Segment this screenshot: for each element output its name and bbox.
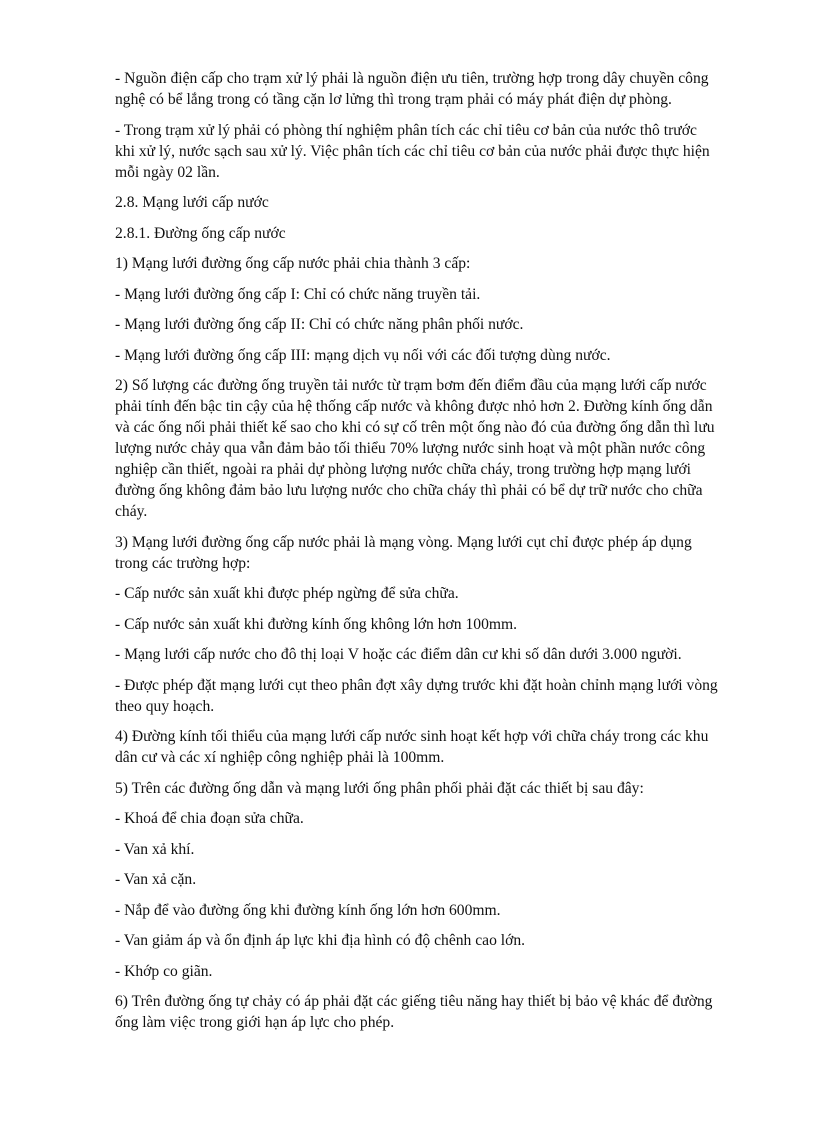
paragraph-laboratory: - Trong trạm xử lý phải có phòng thí nghiệm phân tích các chỉ tiêu cơ bản của nước thô trước khi xử lý, nước sạch sau xử lý. Việc phân tích các chỉ tiêu cơ bản của nước phải được thực hiện mỗi ngày 02 lần. bbox=[115, 121, 710, 181]
paragraph-item-5: 5) Trên các đường ống dẫn và mạng lưới ống phân phối phải đặt các thiết bị sau đây: bbox=[115, 779, 644, 797]
paragraph-item-6: 6) Trên đường ống tự chảy có áp phải đặt các giếng tiêu năng hay thiết bị bảo vệ khác để đường ống làm việc trong giới hạn áp lực cho phép. bbox=[115, 993, 713, 1031]
list-item: - Mạng lưới đường ống cấp III: mạng dịch vụ nối với các đối tượng dùng nước. bbox=[115, 346, 611, 364]
paragraph-item-4: 4) Đường kính tối thiểu của mạng lưới cấp nước sinh hoạt kết hợp với chữa cháy trong các khu dân cư và các xí nghiệp công nghiệp phải là 100mm. bbox=[115, 728, 709, 766]
list-item: - Mạng lưới cấp nước cho đô thị loại V hoặc các điểm dân cư khi số dân dưới 3.000 người. bbox=[115, 646, 682, 663]
paragraph-power-source: - Nguồn điện cấp cho trạm xử lý phải là nguồn điện ưu tiên, trường hợp trong dây chuyền công nghệ có bể lắng trong có tầng cặn lơ lửng thì trong trạm phải có máy phát điện dự phòng. bbox=[115, 70, 709, 108]
list-item: - Cấp nước sản xuất khi đường kính ống không lớn hơn 100mm. bbox=[115, 615, 518, 633]
paragraph-item-3: 3) Mạng lưới đường ống cấp nước phải là mạng vòng. Mạng lưới cụt chỉ được phép áp dụng trong các trường hợp: bbox=[115, 533, 692, 572]
list-item: - Van giảm áp và ổn định áp lực khi địa hình có độ chênh cao lớn. bbox=[115, 932, 526, 949]
list-item: - Van xả khí. bbox=[115, 840, 195, 858]
section-heading-2-8: 2.8. Mạng lưới cấp nước bbox=[115, 194, 269, 211]
list-item: - Được phép đặt mạng lưới cụt theo phân đợt xây dựng trước khi đặt hoàn chỉnh mạng lưới vòng theo quy hoạch. bbox=[115, 676, 718, 715]
paragraph-item-2: 2) Số lượng các đường ống truyền tải nước từ trạm bơm đến điểm đầu của mạng lưới cấp nước phải tính đến bậc tin cậy của hệ thống cấp nước và không được nhỏ hơn 2. Đường kính ống dẫn và các ống nối phải thiết kế sao cho khi có sự cố trên một ống nào đó của đường ống dẫn thì lưu lượng nước chảy qua vẫn đảm bảo tối thiểu 70% lượng nước sinh hoạt và một phần nước công nghiệp cần thiết, ngoài ra phải dự phòng lượng nước chữa cháy, trong trường hợp mạng lưới đường ống không đảm bảo lưu lượng nước cho chữa cháy thì phải có bể dự trữ nước cho chữa cháy. bbox=[115, 377, 715, 520]
list-item: - Mạng lưới đường ống cấp I: Chỉ có chức năng truyền tải. bbox=[115, 285, 481, 303]
paragraph-item-1: 1) Mạng lưới đường ống cấp nước phải chia thành 3 cấp: bbox=[115, 255, 471, 272]
list-item: - Nắp để vào đường ống khi đường kính ống lớn hơn 600mm. bbox=[115, 901, 501, 919]
list-item: - Mạng lưới đường ống cấp II: Chỉ có chức năng phân phối nước. bbox=[115, 316, 524, 333]
list-item: - Cấp nước sản xuất khi được phép ngừng để sửa chữa. bbox=[115, 585, 459, 602]
list-item: - Khoá để chia đoạn sửa chữa. bbox=[115, 810, 304, 827]
list-item: - Van xả cặn. bbox=[115, 871, 197, 888]
list-item: - Khớp co giãn. bbox=[115, 962, 213, 980]
section-heading-2-8-1: 2.8.1. Đường ống cấp nước bbox=[115, 224, 286, 242]
